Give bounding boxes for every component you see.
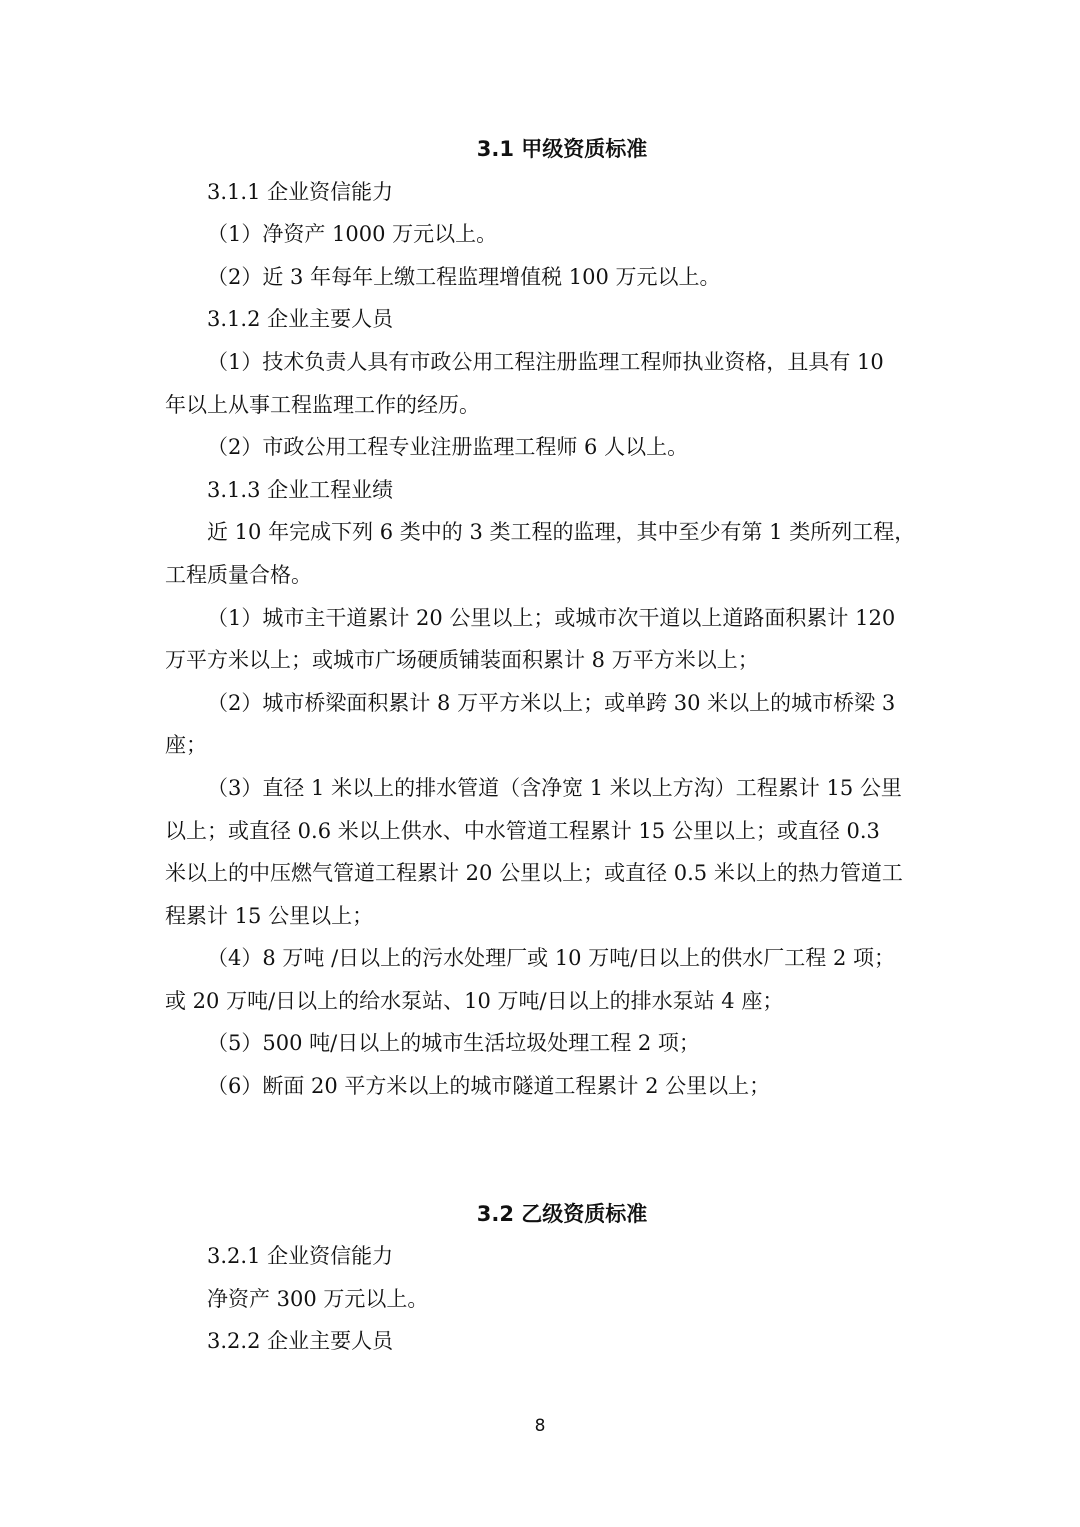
paragraph-line: 座； <box>165 733 207 758</box>
paragraph-line: 工程质量合格。 <box>165 562 312 587</box>
section-gap <box>165 1108 917 1193</box>
paragraph-line: 米以上的中压燃气管道工程累计 20 公里以上；或直径 0.5 米以上的热力管道工 <box>165 861 903 886</box>
paragraph-line: 万平方米以上；或城市广场硬质铺装面积累计 8 万平方米以上； <box>165 648 759 673</box>
paragraph-line: 程累计 15 公里以上； <box>165 903 374 928</box>
paragraph-line: 3.1.3 企业工程业绩 <box>207 477 394 502</box>
paragraph-line: 以上；或直径 0.6 米以上供水、中水管道工程累计 15 公里以上；或直径 0.3 <box>165 818 880 843</box>
paragraph-line: （6）断面 20 平方米以上的城市隧道工程累计 2 公里以上； <box>207 1074 771 1099</box>
paragraph-line: （2）城市桥梁面积累计 8 万平方米以上；或单跨 30 米以上的城市桥梁 3 <box>207 690 896 715</box>
paragraph-line: 3.2.2 企业主要人员 <box>207 1329 394 1354</box>
page-content <box>165 128 917 1363</box>
page-number: 8 <box>534 1416 546 1436</box>
paragraph-line: 年以上从事工程监理工作的经历。 <box>165 392 480 417</box>
paragraph-line: 3.1.1 企业资信能力 <box>207 179 394 204</box>
paragraph-line: （3）直径 1 米以上的排水管道（含净宽 1 米以上方沟）工程累计 15 公里 <box>207 775 902 800</box>
paragraph-line: （4）8 万吨 /日以上的污水处理厂或 10 万吨/日以上的供水厂工程 2 项； <box>207 946 896 971</box>
paragraph-line: （2）近 3 年每年上缴工程监理增值税 100 万元以上。 <box>207 264 721 289</box>
paragraph-line: 3.1.2 企业主要人员 <box>207 307 394 332</box>
paragraph-line: （2）市政公用工程专业注册监理工程师 6 人以上。 <box>207 435 689 460</box>
paragraph-line: 近 10 年完成下列 6 类中的 3 类工程的监理，其中至少有第 1 类所列工程， <box>207 520 916 545</box>
section-body-3-2 <box>165 1235 917 1363</box>
paragraph-line: （1）城市主干道累计 20 公里以上；或城市次干道以上道路面积累计 120 <box>207 605 896 630</box>
paragraph-line: （1）技术负责人具有市政公用工程注册监理工程师执业资格，且具有 10 <box>207 349 884 374</box>
section-title-3-1: 3.1 甲级资质标准 <box>476 137 648 161</box>
paragraph-line: （5）500 吨/日以上的城市生活垃圾处理工程 2 项； <box>207 1031 700 1056</box>
section-title-3-2: 3.2 乙级资质标准 <box>476 1201 648 1226</box>
paragraph-line: 3.2.1 企业资信能力 <box>207 1244 394 1269</box>
section-body-3-1 <box>165 171 917 1108</box>
paragraph-line: （1）净资产 1000 万元以上。 <box>207 222 498 247</box>
paragraph-line: 或 20 万吨/日以上的给水泵站、10 万吨/日以上的排水泵站 4 座； <box>165 988 784 1013</box>
paragraph-line: 净资产 300 万元以上。 <box>207 1286 429 1311</box>
